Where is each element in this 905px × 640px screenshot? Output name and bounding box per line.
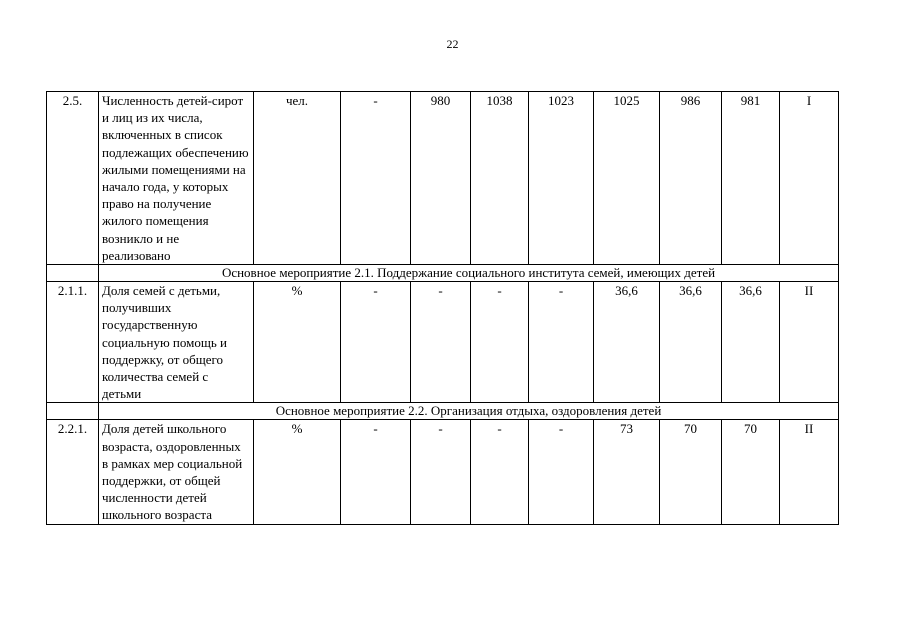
- row-number: 2.1.1.: [47, 282, 99, 403]
- value-cell: -: [529, 282, 594, 403]
- page-number: 22: [446, 37, 459, 51]
- value-cell: -: [471, 282, 529, 403]
- value-cell: 1038: [471, 92, 529, 265]
- row-number: 2.5.: [47, 92, 99, 265]
- table-row: [47, 420, 839, 524]
- indicator-name: Численность детей-сирот и лиц из их числа, включенных в список подлежащих обеспечению жилыми помещениями на начало года, у которых право на получение жилого помещения возникло и не реализовано: [99, 92, 254, 265]
- group-cell: I: [780, 92, 839, 265]
- section-title: Основное мероприятие 2.1. Поддержание социального института семей, имеющих детей: [99, 265, 839, 282]
- value-cell: 1023: [529, 92, 594, 265]
- group-cell: II: [780, 282, 839, 403]
- section-row: [47, 403, 839, 420]
- value-cell: 36,6: [594, 282, 660, 403]
- unit-cell: %: [254, 420, 341, 524]
- blank-cell: [47, 265, 99, 282]
- section-row: [47, 265, 839, 282]
- table-row: [47, 282, 839, 403]
- indicators-table: [46, 91, 839, 525]
- row-number: 2.2.1.: [47, 420, 99, 524]
- value-cell: -: [341, 420, 411, 524]
- value-cell: -: [341, 282, 411, 403]
- group-cell: II: [780, 420, 839, 524]
- value-cell: -: [341, 92, 411, 265]
- value-cell: 981: [722, 92, 780, 265]
- value-cell: 70: [660, 420, 722, 524]
- value-cell: 986: [660, 92, 722, 265]
- indicator-name: Доля детей школьного возраста, оздоровленных в рамках мер социальной поддержки, от общей численности детей школьного возраста: [99, 420, 254, 524]
- value-cell: 73: [594, 420, 660, 524]
- value-cell: 36,6: [722, 282, 780, 403]
- value-cell: 36,6: [660, 282, 722, 403]
- section-title: Основное мероприятие 2.2. Организация отдыха, оздоровления детей: [99, 403, 839, 420]
- unit-cell: чел.: [254, 92, 341, 265]
- value-cell: 980: [411, 92, 471, 265]
- value-cell: -: [411, 420, 471, 524]
- value-cell: -: [471, 420, 529, 524]
- unit-cell: %: [254, 282, 341, 403]
- value-cell: 70: [722, 420, 780, 524]
- value-cell: -: [529, 420, 594, 524]
- value-cell: 1025: [594, 92, 660, 265]
- blank-cell: [47, 403, 99, 420]
- indicator-name: Доля семей с детьми, получивших государственную социальную помощь и поддержку, от общего количества семей с детьми: [99, 282, 254, 403]
- value-cell: -: [411, 282, 471, 403]
- table-row: [47, 92, 839, 265]
